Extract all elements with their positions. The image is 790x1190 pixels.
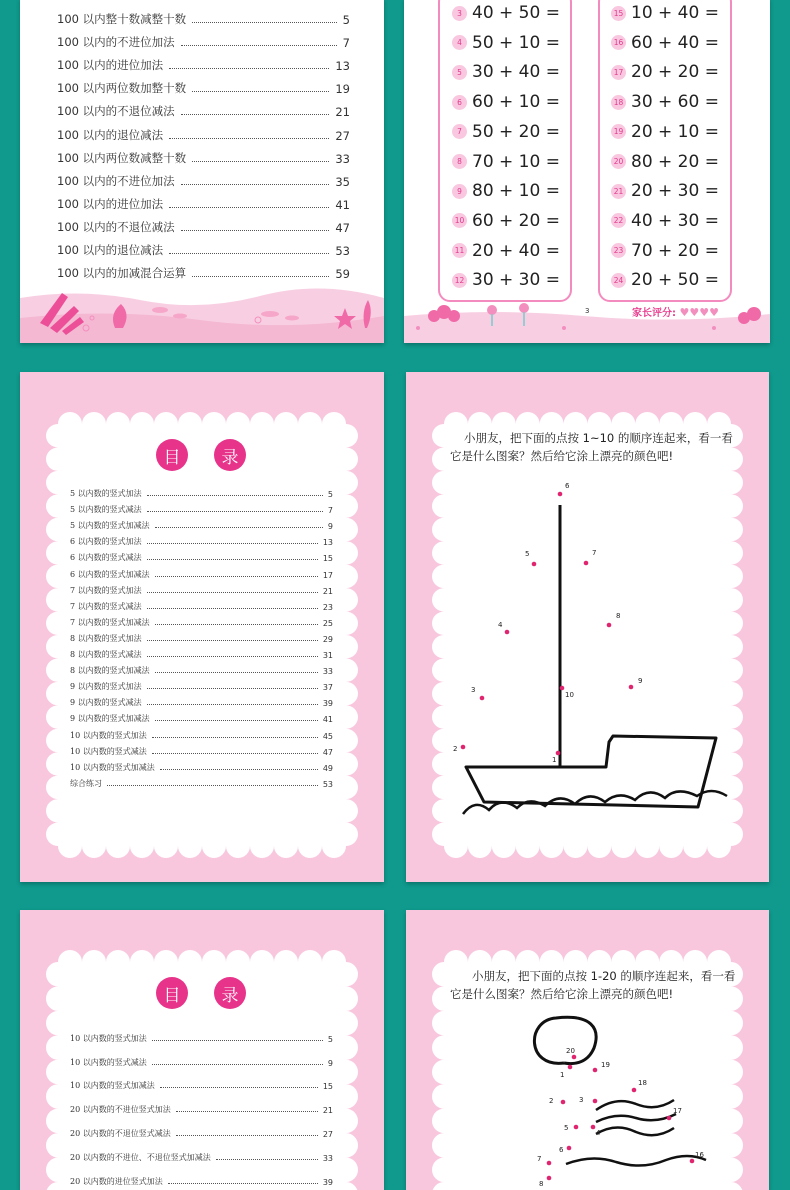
connect-dot bbox=[567, 1146, 572, 1151]
equation-expression: 70 + 10 = bbox=[472, 151, 560, 172]
equation-expression: 40 + 50 = bbox=[472, 3, 560, 23]
toc-leader-dots bbox=[155, 672, 318, 673]
boat-drawing bbox=[406, 372, 769, 882]
toc-leader-dots bbox=[147, 704, 318, 705]
toc-entry bbox=[70, 612, 333, 628]
dot-label: 6 bbox=[565, 482, 570, 490]
toc-entry-page: 41 bbox=[335, 197, 350, 212]
toc-entry bbox=[70, 515, 333, 531]
connect-dot bbox=[547, 1161, 552, 1166]
equation-expression: 20 + 20 = bbox=[631, 62, 719, 83]
equation-expression: 40 + 30 = bbox=[631, 210, 719, 231]
dot-label: 9 bbox=[638, 677, 643, 685]
toc-entry-page: 41 bbox=[322, 715, 333, 725]
toc-entry-page: 49 bbox=[322, 763, 333, 773]
toc-entry-page: 39 bbox=[322, 699, 333, 709]
dot-label: 2 bbox=[549, 1097, 554, 1105]
toc-leader-dots bbox=[176, 1135, 318, 1136]
connect-dot bbox=[574, 1125, 579, 1130]
dot-label: 18 bbox=[638, 1079, 647, 1087]
toc-entry-page: 13 bbox=[322, 538, 333, 548]
connect-dot bbox=[547, 1176, 552, 1181]
dot-label: 8 bbox=[539, 1180, 544, 1188]
toc-entry-title: 5 以内数的竖式减法 bbox=[70, 505, 142, 515]
toc-entry-page: 37 bbox=[322, 683, 333, 693]
toc-entry-title: 100 以内两位数加整十数 bbox=[57, 81, 187, 96]
toc-entry bbox=[70, 563, 333, 579]
equation-expression: 20 + 40 = bbox=[472, 240, 560, 261]
connect-dot bbox=[572, 1055, 577, 1060]
toc-entry-page: 47 bbox=[322, 747, 333, 757]
toc-entry bbox=[70, 580, 333, 596]
toc-entry bbox=[70, 676, 333, 692]
toc-entry-page: 21 bbox=[322, 586, 333, 596]
dot-label: 3 bbox=[579, 1096, 584, 1104]
equation-number-badge: 22 bbox=[611, 213, 626, 228]
equation-expression: 20 + 10 = bbox=[631, 121, 719, 142]
toc-entry-title: 10 以内数的竖式减法 bbox=[70, 746, 147, 756]
parent-score bbox=[632, 304, 719, 319]
dot-label: 6 bbox=[559, 1146, 564, 1154]
connect-dot bbox=[591, 1125, 596, 1130]
toc-entry-title: 20 以内数的进位竖式加法 bbox=[70, 1176, 163, 1186]
toc-leader-dots bbox=[160, 769, 318, 770]
toc-leader-dots bbox=[152, 737, 318, 738]
toc-entry-title: 100 以内的不进位加法 bbox=[57, 173, 175, 188]
connect-dot bbox=[560, 686, 565, 691]
equation-expression: 60 + 20 = bbox=[472, 210, 560, 231]
toc-entry-page: 53 bbox=[322, 779, 333, 789]
toc-entry-page: 29 bbox=[322, 634, 333, 644]
connect-dot bbox=[584, 561, 589, 566]
connect-dot bbox=[556, 751, 561, 756]
toc-entry-page: 33 bbox=[335, 151, 350, 166]
toc-entry-title: 10 以内数的竖式加法 bbox=[70, 1033, 147, 1043]
toc-leader-dots bbox=[155, 624, 318, 625]
equation-number-badge: 12 bbox=[452, 273, 467, 288]
instruction-line: 小朋友，把下面的点按 1~10 的顺序连起来，看一看 bbox=[464, 431, 733, 445]
connect-dot bbox=[505, 630, 510, 635]
toc-entry-page: 45 bbox=[322, 731, 333, 741]
connect-dot bbox=[632, 1088, 637, 1093]
toc-entry-page: 33 bbox=[322, 667, 333, 677]
toc-leader-dots bbox=[152, 1040, 323, 1041]
dot-label: 1 bbox=[560, 1071, 565, 1079]
dot-drawing bbox=[406, 910, 769, 1190]
toc-entry bbox=[70, 660, 333, 676]
toc-entry-title: 6 以内数的竖式加法 bbox=[70, 537, 142, 547]
toc-leader-dots bbox=[155, 576, 318, 577]
toc-entry-page: 33 bbox=[322, 1153, 333, 1163]
toc-leader-dots bbox=[160, 1087, 318, 1088]
dot-label: 10 bbox=[565, 691, 574, 699]
toc-entry-page: 27 bbox=[335, 128, 350, 143]
toc-entry bbox=[70, 724, 333, 740]
toc-entry-title: 100 以内整十数减整十数 bbox=[57, 12, 187, 27]
toc-entry-title: 20 以内数的不进位、不退位竖式加减法 bbox=[70, 1152, 211, 1162]
toc-entry-title: 100 以内的不退位减法 bbox=[57, 219, 175, 234]
equation-expression: 60 + 40 = bbox=[631, 32, 719, 53]
toc-leader-dots bbox=[147, 656, 318, 657]
equation-expression: 50 + 10 = bbox=[472, 32, 560, 53]
toc-entry bbox=[70, 1068, 333, 1092]
toc-entry-title: 9 以内数的竖式减法 bbox=[70, 698, 142, 708]
toc-list bbox=[70, 483, 333, 789]
toc-entry-page: 9 bbox=[327, 522, 333, 532]
toc-leader-dots bbox=[152, 1064, 323, 1065]
equation-expression: 10 + 40 = bbox=[631, 3, 719, 23]
toc-entry-page: 7 bbox=[327, 506, 333, 516]
equation-number-badge: 20 bbox=[611, 154, 626, 169]
toc-entry bbox=[70, 1115, 333, 1139]
connect-dot bbox=[532, 562, 537, 567]
toc-page-top-left bbox=[20, 0, 384, 343]
toc-entry-title: 7 以内数的竖式减法 bbox=[70, 601, 142, 611]
toc-entry-title: 7 以内数的竖式加减法 bbox=[70, 617, 150, 627]
toc-entry-title: 综合练习 bbox=[70, 778, 102, 788]
connect-dot bbox=[593, 1068, 598, 1073]
toc-leader-dots bbox=[147, 559, 318, 560]
equation-expression: 30 + 60 = bbox=[631, 92, 719, 113]
toc-entry-page: 17 bbox=[322, 570, 333, 580]
toc-entry-title: 8 以内数的竖式加法 bbox=[70, 633, 142, 643]
equation-expression: 20 + 30 = bbox=[631, 181, 719, 202]
equation-number-badge: 7 bbox=[452, 124, 467, 139]
toc-entry bbox=[70, 773, 333, 789]
connect-dot bbox=[461, 745, 466, 750]
toc-entry bbox=[70, 483, 333, 499]
toc-entry-page: 21 bbox=[335, 105, 350, 120]
heart-rating-icon: ♥♥♥♥ bbox=[679, 306, 719, 319]
toc-entry-page: 21 bbox=[322, 1106, 333, 1116]
toc-leader-dots bbox=[147, 543, 318, 544]
equation-expression: 80 + 10 = bbox=[472, 181, 560, 202]
toc-leader-dots bbox=[155, 720, 318, 721]
toc-entry-title: 100 以内两位数减整十数 bbox=[57, 150, 187, 165]
toc-entry bbox=[70, 1091, 333, 1115]
equation-expression: 60 + 10 = bbox=[472, 92, 560, 113]
toc-entry-page: 5 bbox=[342, 13, 350, 28]
equation-number-badge: 18 bbox=[611, 95, 626, 110]
equation-expression: 30 + 40 = bbox=[472, 62, 560, 83]
toc-entry-title: 5 以内数的竖式加减法 bbox=[70, 521, 150, 531]
dot-to-dot-page-boat bbox=[406, 372, 769, 882]
connect-dot bbox=[480, 696, 485, 701]
page-number: 3 bbox=[585, 307, 590, 315]
connect-dot bbox=[558, 492, 563, 497]
title-char: 目 bbox=[156, 439, 188, 471]
toc-leader-dots bbox=[147, 608, 318, 609]
toc-entry-title: 10 以内数的竖式加减法 bbox=[70, 1081, 155, 1091]
equation-number-badge: 21 bbox=[611, 184, 626, 199]
toc-entry-title: 10 以内数的竖式减法 bbox=[70, 1057, 147, 1067]
toc-entry-page: 15 bbox=[322, 1082, 333, 1092]
toc-entry bbox=[70, 644, 333, 660]
connect-dot bbox=[667, 1116, 672, 1121]
connect-dot bbox=[607, 623, 612, 628]
toc-entry-page: 15 bbox=[322, 554, 333, 564]
toc-entry bbox=[70, 596, 333, 612]
dot-label: 7 bbox=[592, 549, 597, 557]
toc-entry-title: 9 以内数的竖式加减法 bbox=[70, 714, 150, 724]
dot-label: 7 bbox=[537, 1155, 542, 1163]
toc-entry-title: 6 以内数的竖式减法 bbox=[70, 553, 142, 563]
practice-page bbox=[404, 0, 770, 343]
toc-entry-page: 53 bbox=[335, 244, 350, 259]
dot-label: 20 bbox=[566, 1047, 575, 1055]
toc-entry bbox=[70, 708, 333, 724]
connect-dot bbox=[561, 1100, 566, 1105]
toc-entry bbox=[70, 757, 333, 773]
toc-entry-title: 100 以内的退位减法 bbox=[57, 127, 164, 142]
toc-entry-page: 19 bbox=[335, 82, 350, 97]
dot-label: 1 bbox=[552, 756, 557, 764]
equation-number-badge: 23 bbox=[611, 243, 626, 258]
equation-number-badge: 19 bbox=[611, 124, 626, 139]
ocean-decoration bbox=[20, 0, 384, 343]
toc-entry bbox=[70, 1139, 333, 1163]
toc-entry-page: 39 bbox=[322, 1177, 333, 1187]
equation-number-badge: 5 bbox=[452, 65, 467, 80]
toc-entry-page: 9 bbox=[327, 1058, 333, 1068]
parent-score-label: 家长评分: bbox=[632, 308, 676, 319]
toc-entry-title: 7 以内数的竖式加法 bbox=[70, 585, 142, 595]
toc-entry-title: 100 以内的进位加法 bbox=[57, 196, 164, 211]
toc-title bbox=[156, 977, 246, 1009]
toc-entry bbox=[70, 547, 333, 563]
toc-entry-title: 100 以内的进位加法 bbox=[57, 58, 164, 73]
instruction-line: 它是什么图案？然后给它涂上漂亮的颜色吧! bbox=[450, 449, 674, 463]
toc-leader-dots bbox=[147, 511, 323, 512]
toc-entry-title: 5 以内数的竖式加法 bbox=[70, 489, 142, 499]
equation-number-badge: 17 bbox=[611, 65, 626, 80]
dot-label: 4 bbox=[596, 1129, 601, 1137]
toc-entry-page: 7 bbox=[342, 36, 350, 51]
equation-number-badge: 3 bbox=[452, 6, 467, 21]
toc-leader-dots bbox=[152, 753, 318, 754]
title-char: 录 bbox=[214, 977, 246, 1009]
toc-title bbox=[156, 439, 246, 471]
dot-label: 17 bbox=[673, 1107, 682, 1115]
toc-entry bbox=[70, 628, 333, 644]
toc-leader-dots bbox=[147, 592, 318, 593]
toc-entry bbox=[70, 531, 333, 547]
toc-leader-dots bbox=[155, 527, 323, 528]
toc-entry-page: 47 bbox=[335, 220, 350, 235]
toc-leader-dots bbox=[216, 1159, 318, 1160]
toc-entry-page: 5 bbox=[327, 1034, 333, 1044]
dot-label: 2 bbox=[453, 745, 458, 753]
toc-entry bbox=[70, 741, 333, 757]
flower-decoration bbox=[404, 0, 770, 343]
toc-page-bottom-left bbox=[20, 910, 384, 1190]
toc-entry-page: 27 bbox=[322, 1129, 333, 1139]
equation-number-badge: 15 bbox=[611, 6, 626, 21]
equation-expression: 30 + 30 = bbox=[472, 270, 560, 291]
equation-expression: 80 + 20 = bbox=[631, 151, 719, 172]
connect-dot bbox=[690, 1159, 695, 1164]
toc-entry-page: 31 bbox=[322, 651, 333, 661]
toc-entry-title: 20 以内数的不进位竖式加法 bbox=[70, 1105, 171, 1115]
dot-label: 16 bbox=[695, 1151, 704, 1159]
dot-label: 3 bbox=[471, 686, 476, 694]
toc-entry-title: 20 以内数的不退位竖式减法 bbox=[70, 1128, 171, 1138]
toc-entry-title: 100 以内的加减混合运算 bbox=[57, 266, 187, 281]
toc-entry-title: 10 以内数的竖式加减法 bbox=[70, 762, 155, 772]
equation-number-badge: 9 bbox=[452, 184, 467, 199]
toc-entry bbox=[70, 692, 333, 708]
equation-number-badge: 4 bbox=[452, 35, 467, 50]
instruction-line: 小朋友，把下面的点按 1-20 的顺序连起来，看一看 bbox=[472, 969, 736, 983]
equation-number-badge: 11 bbox=[452, 243, 467, 258]
dot-label: 5 bbox=[564, 1124, 569, 1132]
toc-entry bbox=[70, 1044, 333, 1068]
toc-entry-title: 8 以内数的竖式加减法 bbox=[70, 666, 150, 676]
connect-dot bbox=[629, 685, 634, 690]
toc-entry-title: 8 以内数的竖式减法 bbox=[70, 650, 142, 660]
equation-number-badge: 24 bbox=[611, 273, 626, 288]
toc-leader-dots bbox=[147, 688, 318, 689]
toc-entry-title: 6 以内数的竖式加减法 bbox=[70, 569, 150, 579]
dot-label: 8 bbox=[616, 612, 621, 620]
equation-number-badge: 6 bbox=[452, 95, 467, 110]
toc-entry-title: 100 以内的退位减法 bbox=[57, 243, 164, 258]
instruction-line: 它是什么图案？然后给它涂上漂亮的颜色吧! bbox=[450, 987, 674, 1001]
toc-entry bbox=[70, 1163, 333, 1187]
toc-entry-title: 100 以内的不进位加法 bbox=[57, 35, 175, 50]
toc-entry bbox=[70, 499, 333, 515]
toc-entry-page: 13 bbox=[335, 59, 350, 74]
equation-expression: 20 + 50 = bbox=[631, 270, 719, 291]
toc-leader-dots bbox=[147, 495, 323, 496]
equation-number-badge: 16 bbox=[611, 35, 626, 50]
toc-entry-title: 10 以内数的竖式加法 bbox=[70, 730, 147, 740]
title-char: 录 bbox=[214, 439, 246, 471]
dot-to-dot-page-2 bbox=[406, 910, 769, 1190]
toc-entry bbox=[70, 1020, 333, 1044]
toc-entry-title: 9 以内数的竖式加法 bbox=[70, 682, 142, 692]
dot-label: 4 bbox=[498, 621, 503, 629]
equation-expression: 50 + 20 = bbox=[472, 121, 560, 142]
title-char: 目 bbox=[156, 977, 188, 1009]
equation-expression: 70 + 20 = bbox=[631, 240, 719, 261]
connect-dot bbox=[593, 1099, 598, 1104]
equation-number-badge: 8 bbox=[452, 154, 467, 169]
connect-dot bbox=[568, 1065, 573, 1070]
toc-page-middle-left bbox=[20, 372, 384, 882]
toc-entry-title: 100 以内的不退位减法 bbox=[57, 104, 175, 119]
toc-entry-page: 23 bbox=[322, 602, 333, 612]
dot-label: 5 bbox=[525, 550, 530, 558]
toc-entry-page: 59 bbox=[335, 267, 350, 282]
toc-entry-page: 5 bbox=[327, 490, 333, 500]
toc-list bbox=[70, 1020, 333, 1187]
toc-leader-dots bbox=[176, 1111, 318, 1112]
toc-entry-page: 35 bbox=[335, 174, 350, 189]
toc-leader-dots bbox=[107, 785, 318, 786]
dot-label: 19 bbox=[601, 1061, 610, 1069]
equation-number-badge: 10 bbox=[452, 213, 467, 228]
toc-leader-dots bbox=[147, 640, 318, 641]
toc-entry-page: 25 bbox=[322, 618, 333, 628]
